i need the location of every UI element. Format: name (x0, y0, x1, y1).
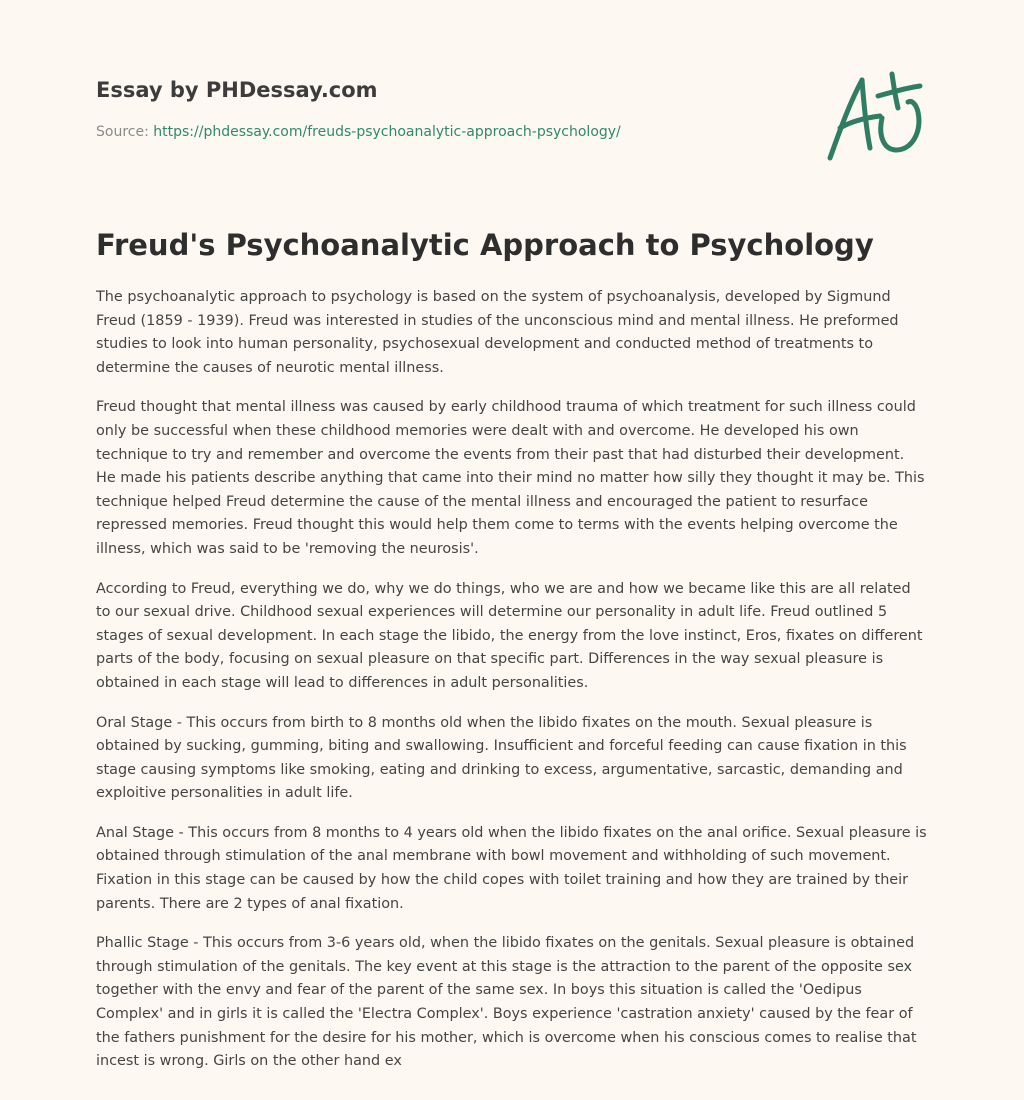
site-brand: Essay by PHDessay.com (96, 78, 378, 102)
essay-paragraph: Anal Stage - This occurs from 8 months to 4 years old when the libido fixates on the anal orifice. Sexual pleasure is obtained through stimulation of the anal membrane with bowl movement and withholding of such movement. Fixation in this stage can be caused by how the child copes with toilet training and how they are trained by their parents. There are 2 types of anal fixation. (96, 824, 927, 912)
a-plus-logo (820, 66, 930, 166)
source-label: Source: (96, 124, 149, 140)
source-link[interactable]: https://phdessay.com/freuds-psychoanalytic-approach-psychology/ (153, 124, 621, 140)
a-plus-icon (820, 66, 930, 166)
essay-body (96, 286, 928, 1090)
page-header (96, 74, 696, 142)
essay-paragraph: Freud thought that mental illness was caused by early childhood trauma of which treatment for such illness could only be successful when these childhood memories were dealt with and overcome. He developed his own technique to try and remember and overcome the events from their past that had disturbed their development. He made his patients describe anything that came into their mind no matter how silly they thought it may be. This technique helped Freud determine the cause of the mental illness and encouraged the patient to resurface repressed memories. Freud thought this would help them come to terms with the events helping overcome the illness, which was said to be 'removing the neurosis'. (96, 399, 925, 557)
essay-paragraph: The psychoanalytic approach to psychology is based on the system of psychoanalysis, developed by Sigmund Freud (1859 - 1939). Freud was interested in studies of the unconscious mind and mental illness. He preformed studies to look into human personality, psychosexual development and conducted method of treatments to determine the causes of neurotic mental illness. (96, 289, 899, 376)
essay-paragraph: According to Freud, everything we do, why we do things, who we are and how we became like this are all related to our sexual drive. Childhood sexual experiences will determine our personality in adult life. Freud outlined 5 stages of sexual development. In each stage the libido, the energy from the love instinct, Eros, fixates on different parts of the body, focusing on sexual pleasure on that specific part. Differences in the way sexual pleasure is obtained in each stage will lead to differences in adult personalities. (96, 580, 923, 691)
source-line (96, 122, 696, 142)
essay-paragraph: Phallic Stage - This occurs from 3-6 years old, when the libido fixates on the genitals. Sexual pleasure is obtained through stimulation of the genitals. The key event at this stage is the attraction to the parent of the opposite sex together with the envy and fear of the parent of the same sex. In boys this situation is called the 'Oedipus Complex' and in girls it is called the 'Electra Complex'. Boys experience 'castration anxiety' caused by the fear of the fathers punishment for the desire for his mother, which is overcome when his conscious comes to realise that incest is wrong. Girls on the other hand ex (96, 935, 917, 1070)
essay-title: Freud's Psychoanalytic Approach to Psychology (96, 228, 874, 262)
essay-paragraph: Oral Stage - This occurs from birth to 8 months old when the libido fixates on the mouth. Sexual pleasure is obtained by sucking, gumming, biting and swallowing. Insufficient and forceful feeding can cause fixation in this stage causing symptoms like smoking, eating and drinking to excess, argumentative, sarcastic, demanding and exploitive personalities in adult life. (96, 714, 907, 802)
